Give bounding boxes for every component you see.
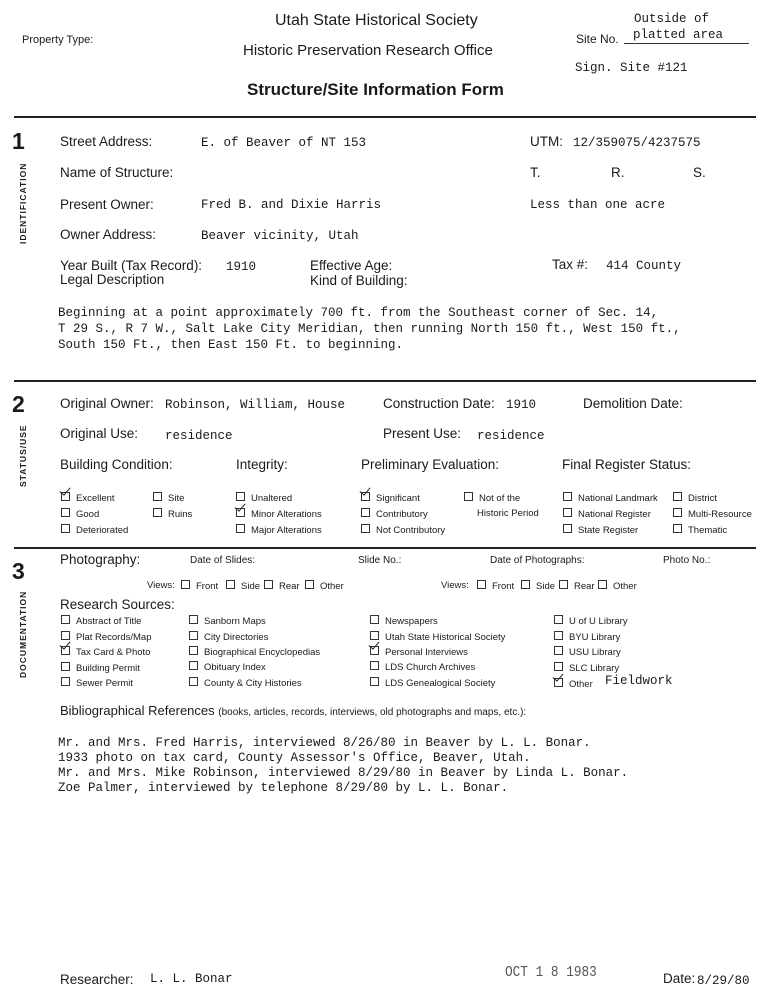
- slide-no-label: Slide No.:: [358, 555, 402, 566]
- state-register-checkbox[interactable]: [563, 524, 572, 533]
- section-2-rule: [14, 380, 756, 382]
- national-landmark-option[interactable]: [563, 492, 658, 504]
- lds-genealogical-option[interactable]: [370, 677, 495, 689]
- building-permit-option[interactable]: [61, 662, 140, 674]
- original-use-value: residence: [165, 429, 233, 443]
- other-source-value: Fieldwork: [605, 674, 673, 688]
- usu-library-option[interactable]: [554, 646, 621, 658]
- legal-line-2: T 29 S., R 7 W., Salt Lake City Meridian, then running North 150 ft., West 150 ft.,: [58, 322, 681, 336]
- sewer-permit-option[interactable]: [61, 677, 133, 689]
- not-contributory-option[interactable]: [361, 524, 445, 536]
- u-of-u-library-checkbox[interactable]: [554, 615, 563, 624]
- section-3-number: 3: [12, 558, 25, 584]
- original-owner-label: Original Owner:: [60, 396, 154, 411]
- date-label: Date:: [663, 971, 696, 986]
- range-label: R.: [611, 165, 625, 180]
- photos-front-option[interactable]: [477, 580, 514, 592]
- plat-option[interactable]: [61, 631, 152, 643]
- contributory-option[interactable]: [361, 508, 428, 520]
- site-option[interactable]: [153, 492, 184, 504]
- slides-other-text: Other: [320, 581, 344, 592]
- abstract-checkbox[interactable]: [61, 615, 70, 624]
- tax-card-option[interactable]: [61, 646, 150, 658]
- plat-text: Plat Records/Map: [76, 632, 152, 643]
- utm-label: UTM:: [530, 134, 563, 149]
- org-name: Utah State Historical Society: [275, 12, 478, 29]
- minor-alterations-checkbox[interactable]: [236, 508, 245, 517]
- present-owner-label: Present Owner:: [60, 197, 154, 212]
- sanborn-option[interactable]: [189, 615, 266, 627]
- other-source-text: Other: [569, 679, 593, 690]
- slides-rear-text: Rear: [279, 581, 300, 592]
- biblio-note-text: (books, articles, records, interviews, old photographs and maps, etc.):: [218, 707, 527, 718]
- not-of-historic-period-checkbox[interactable]: [464, 492, 473, 501]
- lds-archives-checkbox[interactable]: [370, 661, 379, 670]
- legal-description-label: Legal Description: [60, 272, 165, 287]
- major-alterations-text: Major Alterations: [251, 525, 322, 536]
- historic-period-text: Historic Period: [477, 508, 539, 519]
- national-register-option[interactable]: [563, 508, 651, 520]
- lds-archives-option[interactable]: [370, 661, 475, 673]
- photos-rear-checkbox[interactable]: [559, 580, 568, 589]
- slc-library-option[interactable]: [554, 662, 619, 674]
- property-type-label: Property Type:: [22, 34, 94, 46]
- received-date-stamp: OCT 1 8 1983: [505, 964, 597, 981]
- year-built-value: 1910: [226, 260, 257, 274]
- original-owner-value: Robinson, William, House: [165, 398, 346, 412]
- demolition-date-label: Demolition Date:: [583, 396, 683, 411]
- section-label: S.: [693, 165, 706, 180]
- building-condition-label: Building Condition:: [60, 457, 173, 472]
- photos-rear-option[interactable]: [559, 580, 595, 592]
- excellent-text: Excellent: [76, 493, 115, 504]
- county-histories-option[interactable]: [189, 677, 302, 689]
- bibliographical-references-label: [60, 703, 526, 718]
- county-histories-text: County & City Histories: [204, 678, 302, 689]
- section-1-rule: [14, 116, 756, 118]
- section-3-rule: [14, 547, 756, 549]
- reference-3: Mr. and Mrs. Mike Robinson, interviewed 8/29/80 in Beaver by Linda L. Bonar.: [58, 766, 629, 780]
- slides-rear-checkbox[interactable]: [264, 580, 273, 589]
- original-use-label: Original Use:: [60, 426, 139, 441]
- lds-genealogical-checkbox[interactable]: [370, 677, 379, 686]
- abstract-option[interactable]: [61, 615, 141, 627]
- photos-other-text: Other: [613, 581, 637, 592]
- tax-card-text: Tax Card & Photo: [76, 647, 151, 658]
- not-contributory-text: Not Contributory: [376, 525, 446, 536]
- not-contributory-checkbox[interactable]: [361, 524, 370, 533]
- photos-other-option[interactable]: [598, 580, 637, 592]
- national-register-checkbox[interactable]: [563, 508, 572, 517]
- usu-library-text: USU Library: [569, 647, 621, 658]
- unaltered-text: Unaltered: [251, 493, 293, 504]
- minor-alterations-text: Minor Alterations: [251, 509, 322, 520]
- personal-interviews-checkbox[interactable]: [370, 646, 379, 655]
- utm-value: 12/359075/4237575: [573, 136, 701, 150]
- slides-side-text: Side: [241, 581, 261, 592]
- district-text: District: [688, 493, 718, 504]
- major-alterations-option[interactable]: [236, 524, 322, 536]
- photos-side-checkbox[interactable]: [521, 580, 530, 589]
- personal-interviews-text: Personal Interviews: [385, 647, 468, 658]
- multi-resource-text: Multi-Resource: [688, 509, 752, 520]
- form-title: Structure/Site Information Form: [247, 80, 504, 99]
- reference-4: Zoe Palmer, interviewed by telephone 8/29/80 by L. L. Bonar.: [58, 781, 509, 795]
- obituary-index-checkbox[interactable]: [189, 661, 198, 670]
- research-sources-label: Research Sources:: [60, 597, 175, 612]
- other-source-checkbox[interactable]: [554, 678, 563, 687]
- deteriorated-option[interactable]: [61, 524, 128, 536]
- tax-number-value: 414 County: [606, 259, 682, 273]
- sewer-permit-text: Sewer Permit: [76, 678, 134, 689]
- national-landmark-text: National Landmark: [578, 493, 658, 504]
- usu-library-checkbox[interactable]: [554, 646, 563, 655]
- site-no-line1: Outside of: [634, 12, 710, 26]
- deteriorated-checkbox[interactable]: [61, 524, 70, 533]
- abstract-text: Abstract of Title: [76, 616, 142, 627]
- construction-date-value: 1910: [506, 398, 537, 412]
- slides-side-option[interactable]: [226, 580, 260, 592]
- photos-other-checkbox[interactable]: [598, 580, 607, 589]
- bio-encyclopedias-text: Biographical Encyclopedias: [204, 647, 321, 658]
- obituary-index-option[interactable]: [189, 661, 266, 673]
- date-of-photographs-label: Date of Photographs:: [490, 555, 585, 566]
- good-checkbox[interactable]: [61, 508, 70, 517]
- not-of-the-text: Not of the: [479, 493, 521, 504]
- newspapers-checkbox[interactable]: [370, 615, 379, 624]
- building-permit-text: Building Permit: [76, 663, 140, 674]
- photo-no-label: Photo No.:: [663, 555, 711, 566]
- slc-library-text: SLC Library: [569, 663, 620, 674]
- ushs-option[interactable]: [370, 631, 505, 643]
- significant-checkbox[interactable]: [361, 492, 370, 501]
- thematic-option[interactable]: [673, 524, 727, 536]
- thematic-checkbox[interactable]: [673, 524, 682, 533]
- good-option[interactable]: [61, 508, 99, 520]
- newspapers-option[interactable]: [370, 615, 438, 627]
- office-name: Historic Preservation Research Office: [243, 42, 493, 59]
- photos-side-text: Side: [536, 581, 556, 592]
- present-use-value: residence: [477, 429, 545, 443]
- national-register-text: National Register: [578, 509, 651, 520]
- slides-front-checkbox[interactable]: [181, 580, 190, 589]
- slides-views-label: Views:: [147, 580, 175, 591]
- present-use-label: Present Use:: [383, 426, 462, 441]
- researcher-label: Researcher:: [60, 972, 134, 987]
- slides-front-text: Front: [196, 581, 219, 592]
- byu-library-option[interactable]: [554, 631, 620, 643]
- tax-number-label: Tax #:: [552, 257, 589, 272]
- site-no-line2: platted area: [633, 28, 724, 42]
- not-of-historic-period-option[interactable]: [464, 492, 520, 504]
- site-text: Site: [168, 493, 185, 504]
- photos-rear-text: Rear: [574, 581, 595, 592]
- state-register-option[interactable]: [563, 524, 638, 536]
- year-built-label: Year Built (Tax Record):: [60, 258, 203, 273]
- photography-label: Photography:: [60, 552, 141, 567]
- date-value: 8/29/80: [697, 974, 750, 988]
- construction-date-label: Construction Date:: [383, 396, 495, 411]
- street-address-label: Street Address:: [60, 134, 153, 149]
- sanborn-checkbox[interactable]: [189, 615, 198, 624]
- acreage-note: Less than one acre: [530, 198, 666, 212]
- byu-library-checkbox[interactable]: [554, 631, 563, 640]
- newspapers-text: Newspapers: [385, 616, 438, 627]
- site-checkbox[interactable]: [153, 492, 162, 501]
- site-no-underline: [624, 43, 749, 44]
- lds-genealogical-text: LDS Genealogical Society: [385, 678, 496, 689]
- street-address-value: E. of Beaver of NT 153: [201, 136, 367, 150]
- excellent-checkbox[interactable]: [61, 492, 70, 501]
- biblio-label-text: Bibliographical References: [60, 703, 215, 718]
- contributory-text: Contributory: [376, 509, 428, 520]
- photos-side-option[interactable]: [521, 580, 555, 592]
- sign-site: Sign. Site #121: [575, 61, 688, 75]
- deteriorated-text: Deteriorated: [76, 525, 129, 536]
- slides-side-checkbox[interactable]: [226, 580, 235, 589]
- ushs-text: Utah State Historical Society: [385, 632, 506, 643]
- excellent-option[interactable]: [61, 492, 115, 504]
- tax-card-checkbox[interactable]: [61, 646, 70, 655]
- state-register-text: State Register: [578, 525, 639, 536]
- slides-other-option[interactable]: [305, 580, 344, 592]
- section-2-title: STATUS/USE: [18, 424, 28, 487]
- other-source-option[interactable]: [554, 678, 593, 690]
- legal-line-3: South 150 Ft., then East 150 Ft. to beginning.: [58, 338, 404, 352]
- city-directories-checkbox[interactable]: [189, 631, 198, 640]
- personal-interviews-option[interactable]: [370, 646, 468, 658]
- thematic-text: Thematic: [688, 525, 728, 536]
- sewer-permit-checkbox[interactable]: [61, 677, 70, 686]
- ruins-option[interactable]: [153, 508, 192, 520]
- reference-2: 1933 photo on tax card, County Assessor's Office, Beaver, Utah.: [58, 751, 531, 765]
- site-no-label: Site No.: [576, 32, 619, 46]
- preliminary-evaluation-label: Preliminary Evaluation:: [361, 457, 500, 472]
- good-text: Good: [76, 509, 100, 520]
- significant-text: Significant: [376, 493, 420, 504]
- sanborn-text: Sanborn Maps: [204, 616, 266, 627]
- lds-archives-text: LDS Church Archives: [385, 662, 476, 673]
- byu-library-text: BYU Library: [569, 632, 621, 643]
- final-register-status-label: Final Register Status:: [562, 457, 692, 472]
- district-checkbox[interactable]: [673, 492, 682, 501]
- multi-resource-checkbox[interactable]: [673, 508, 682, 517]
- legal-line-1: Beginning at a point approximately 700 ft. from the Southeast corner of Sec. 14,: [58, 306, 659, 320]
- reference-1: Mr. and Mrs. Fred Harris, interviewed 8/26/80 in Beaver by L. L. Bonar.: [58, 736, 591, 750]
- slides-front-option[interactable]: [181, 580, 218, 592]
- photos-front-text: Front: [492, 581, 515, 592]
- section-3-title: DOCUMENTATION: [18, 590, 28, 678]
- owner-address-label: Owner Address:: [60, 227, 157, 242]
- district-option[interactable]: [673, 492, 717, 504]
- effective-age-label: Effective Age:: [310, 258, 393, 273]
- slides-other-checkbox[interactable]: [305, 580, 314, 589]
- structure-name-label: Name of Structure:: [60, 165, 174, 180]
- photos-front-checkbox[interactable]: [477, 580, 486, 589]
- county-histories-checkbox[interactable]: [189, 677, 198, 686]
- contributory-checkbox[interactable]: [361, 508, 370, 517]
- section-1-number: 1: [12, 128, 25, 154]
- obituary-index-text: Obituary Index: [204, 662, 266, 673]
- bio-encyclopedias-option[interactable]: [189, 646, 320, 658]
- owner-address-value: Beaver vicinity, Utah: [201, 229, 359, 243]
- kind-of-building-label: Kind of Building:: [310, 273, 408, 288]
- section-1-title: IDENTIFICATION: [18, 162, 28, 244]
- bio-encyclopedias-checkbox[interactable]: [189, 646, 198, 655]
- national-landmark-checkbox[interactable]: [563, 492, 572, 501]
- section-2-number: 2: [12, 391, 25, 417]
- city-directories-option[interactable]: [189, 631, 268, 643]
- researcher-value: L. L. Bonar: [150, 972, 233, 986]
- u-of-u-library-option[interactable]: [554, 615, 628, 627]
- ruins-checkbox[interactable]: [153, 508, 162, 517]
- multi-resource-option[interactable]: [673, 508, 752, 520]
- building-permit-checkbox[interactable]: [61, 662, 70, 671]
- date-of-slides-label: Date of Slides:: [190, 555, 256, 566]
- ruins-text: Ruins: [168, 509, 193, 520]
- significant-option[interactable]: [361, 492, 420, 504]
- minor-alterations-option[interactable]: [236, 508, 322, 520]
- present-owner-value: Fred B. and Dixie Harris: [201, 198, 382, 212]
- major-alterations-checkbox[interactable]: [236, 524, 245, 533]
- slides-rear-option[interactable]: [264, 580, 300, 592]
- u-of-u-library-text: U of U Library: [569, 616, 628, 627]
- photos-views-label: Views:: [441, 580, 469, 591]
- integrity-label: Integrity:: [236, 457, 288, 472]
- township-label: T.: [530, 165, 541, 180]
- city-directories-text: City Directories: [204, 632, 269, 643]
